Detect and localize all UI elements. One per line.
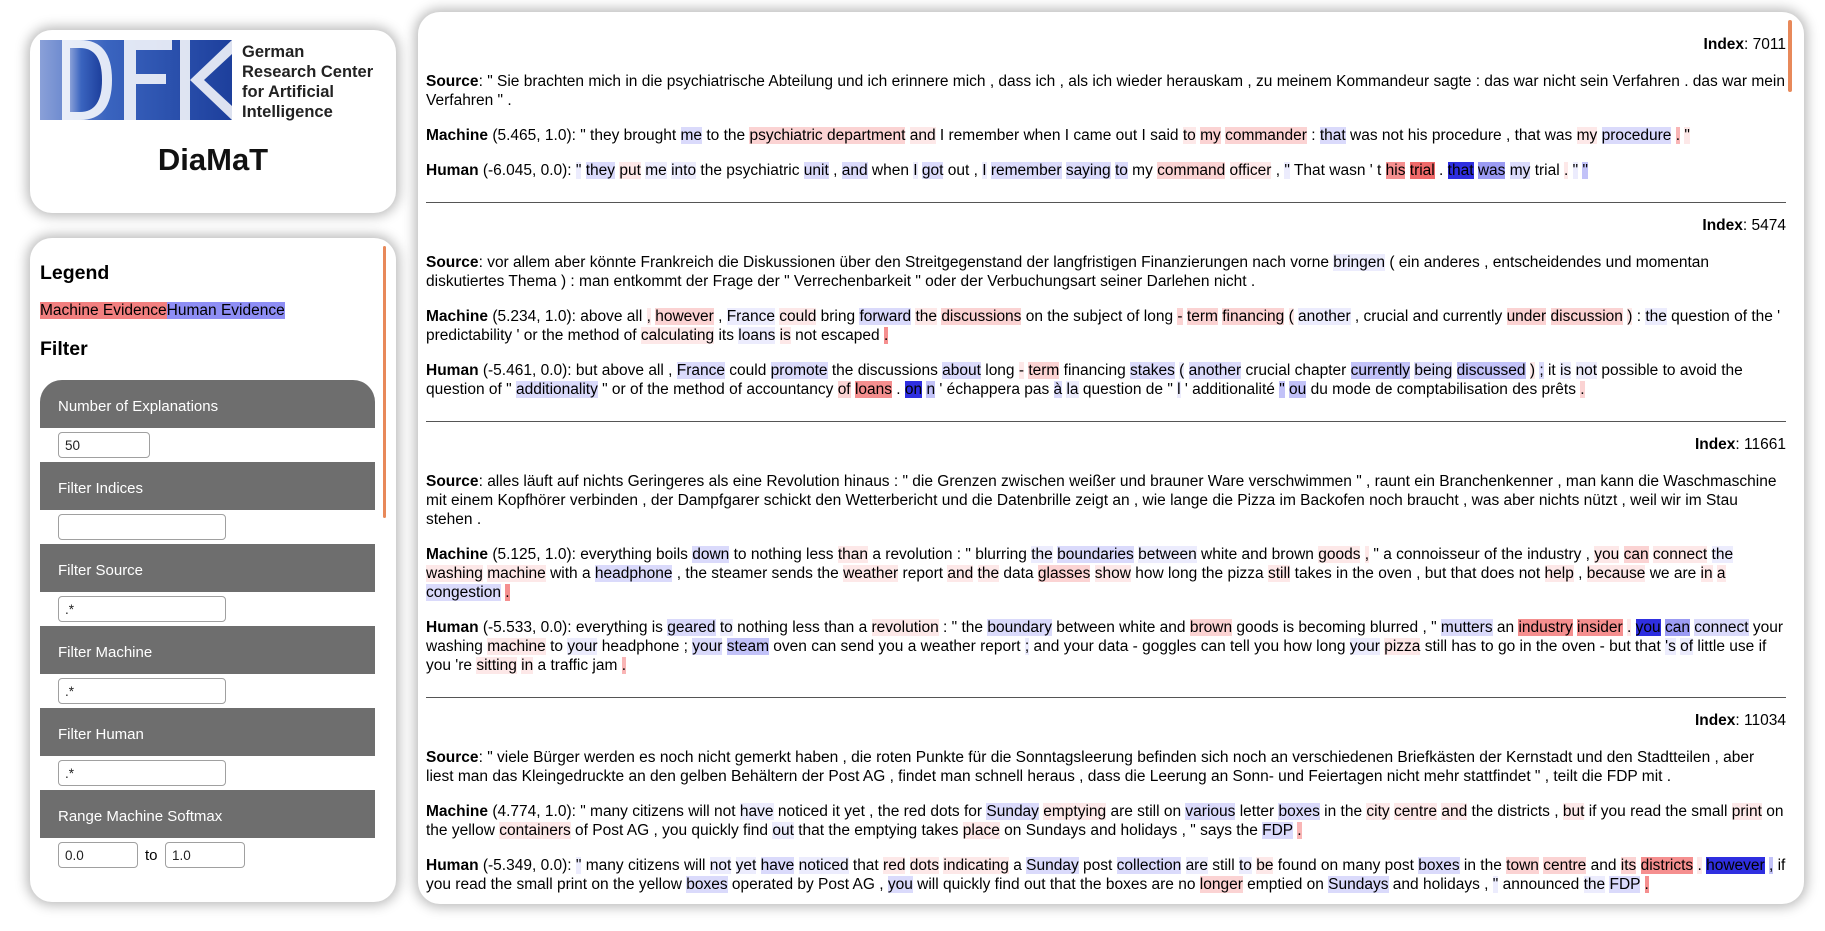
human-evidence-token: headphone (594, 565, 673, 582)
machine-row (426, 307, 1786, 345)
human-evidence-token: you (887, 876, 913, 893)
machine-evidence-token: be (1256, 857, 1274, 874)
filter-body (40, 674, 375, 708)
machine-evidence-token: emptying (1043, 803, 1107, 820)
human-evidence-token: have (760, 857, 795, 874)
human-evidence-token: boundaries (1057, 546, 1134, 563)
machine-evidence-token: put (619, 162, 641, 179)
machine-evidence-token: town (1506, 857, 1539, 874)
row-score: (5.465, 1.0): (492, 127, 576, 144)
machine-evidence-token: . (1697, 857, 1702, 874)
human-evidence-token: have (739, 803, 774, 820)
human-evidence-token: not (1575, 362, 1598, 379)
machine-evidence-token: the (977, 565, 1000, 582)
row-text: " they brought me to the psychiatric department and I remember when I came out I said to my commander : that was not his procedure , that was my procedure . " (580, 127, 1690, 144)
filter-title: Filter (40, 338, 88, 360)
machine-evidence-token: red (883, 857, 906, 874)
filter-header: Filter Source (40, 544, 375, 592)
source-row: Source: " viele Bürger werden es noch nicht gemerkt haben , die roten Punkte für die Sonntagsleerung befinden sich noch an verschiedenen Briefkästen der Kernstadt und den Stadtteilen , aber liest man das Kleingedruckte an den gelben Behältern der Post AG , findet man schnell heraus , dass die Leerung an Sonn- und Feiertagen nicht mehr stattfindet " , teilt die FDP mit . (426, 749, 1755, 785)
legend-human-evidence: Human Evidence (166, 302, 285, 319)
sidebar-panel (30, 238, 396, 902)
machine-evidence-token: my (1576, 127, 1598, 144)
row-label: Human (426, 857, 479, 874)
machine-evidence-token: . (621, 657, 626, 674)
row-score: (-6.045, 0.0): (482, 162, 572, 179)
human-evidence-token: boxes (1418, 857, 1460, 874)
machine-evidence-token: still (1267, 565, 1291, 582)
machine-evidence-token: in (1700, 565, 1713, 582)
row-label: Human (426, 619, 479, 636)
machine-evidence-token: the (915, 308, 937, 325)
source-row: Source: alles läuft auf nichts Geringeres als eine Revolution hinaus : " die Grenzen zwischen weißer und brauner Ware verschwimmen " , raunt ein Branchenkenner , man kann die Waschmaschine mit einem Kopfhörer verbinden , der Dampfgarer schickt den Wetterbericht und die Datenbrille zeigt an , wie lange die Pizza im Backofen noch braucht , was aber nichts nützt , weil wir im Stau stehen . (426, 473, 1777, 528)
machine-evidence-token: can (1623, 546, 1649, 563)
logo-card (30, 30, 396, 213)
source-row: Source: " Sie brachten mich in die psychiatrische Abteilung und ich erinnere mich , dass ich , als ich wieder herauskam , zu meinem Kommandeur sagte : das war nicht sein Verfahren . das war mein Verfahren " . (426, 73, 1785, 109)
machine-evidence-token: weather (843, 565, 899, 582)
row-label: Source (426, 749, 479, 766)
human-evidence-token: to (1114, 162, 1128, 179)
machine-evidence-token: - (1177, 308, 1183, 325)
machine-evidence-token: ) (1529, 362, 1536, 379)
human-row (426, 856, 1786, 894)
row-label: Source (426, 473, 479, 490)
human-evidence-token: the (1583, 876, 1606, 893)
human-evidence-token: the (1711, 546, 1734, 563)
row-label: Human (426, 362, 479, 379)
machine-evidence-token: . (1564, 162, 1569, 179)
filter-input[interactable] (58, 514, 226, 540)
machine-evidence-token: . (1644, 876, 1649, 893)
row-text: " many citizens will not yet have noticed that red dots indicating a Sunday post collection are still to be found on many post boxes in the town centre and its districts . however , if you read the small print on the yellow boxes operated by Post AG , you will quickly find out that the boxes are no longer emptied on Sundays and holidays , " announced the FDP . (426, 857, 1786, 893)
machine-evidence-token: centre (1543, 857, 1587, 874)
machine-evidence-token: " (1684, 127, 1690, 144)
human-evidence-token: " (1279, 381, 1285, 398)
human-evidence-token: collection (1116, 857, 1182, 874)
machine-evidence-token: ) (1627, 308, 1633, 325)
human-evidence-token: of (1680, 638, 1694, 655)
human-evidence-token: they (585, 162, 616, 179)
machine-evidence-token: officer (1229, 162, 1272, 179)
machine-row (426, 802, 1786, 840)
row-text: everything boils down to nothing less than a revolution : " blurring the boundaries between white and brown goods , " a connoisseur of the industry , you can connect the washing machine with a headphone , the steamer sends the weather report and the data glasses show how long the pizza still takes in the oven , but that does not help , because we are in a congestion . (426, 546, 1734, 601)
human-evidence-token: you (1635, 619, 1661, 636)
machine-evidence-token: . (1580, 381, 1585, 398)
human-evidence-token: currently (1350, 362, 1411, 379)
machine-evidence-token: ( (1288, 308, 1294, 325)
row-label: Machine (426, 546, 489, 563)
machine-evidence-token: term (1186, 308, 1218, 325)
machine-evidence-token: insider (1577, 619, 1623, 636)
machine-evidence-token: indicating (943, 857, 1009, 874)
human-evidence-token: between (1138, 546, 1197, 563)
machine-evidence-token: show (1094, 565, 1131, 582)
entry (426, 217, 1786, 422)
machine-evidence-token: his (1385, 162, 1406, 179)
machine-evidence-token: you (1594, 546, 1620, 563)
human-evidence-token: France (676, 362, 725, 379)
human-evidence-token: remember (990, 162, 1062, 179)
human-evidence-token: forward (859, 308, 912, 325)
machine-evidence-token: . (1675, 127, 1681, 144)
human-evidence-token: " (1582, 162, 1588, 179)
machine-evidence-token: but (1562, 803, 1585, 820)
human-evidence-token: down (692, 546, 730, 563)
human-evidence-token: steam (726, 638, 769, 655)
row-score: (-5.461, 0.0): (482, 362, 572, 379)
filter-body (40, 756, 375, 790)
machine-evidence-token: brown (1189, 619, 1233, 636)
entry-index: Index: 7011 (1703, 36, 1786, 53)
index-value: 11661 (1744, 436, 1786, 453)
human-evidence-token: à (1053, 381, 1063, 398)
machine-evidence-token: machine (487, 638, 546, 655)
human-evidence-token: got (921, 162, 944, 179)
filter-list (40, 380, 375, 872)
human-evidence-token: your (692, 638, 723, 655)
machine-evidence-token: psychiatric department (749, 127, 906, 144)
org-name-line: Research Center (242, 63, 374, 81)
range-body (40, 838, 375, 872)
row-score: (4.774, 1.0): (492, 803, 576, 820)
entry-index: Index: 5474 (1702, 217, 1786, 234)
human-evidence-token: " (1492, 876, 1499, 893)
machine-evidence-token: to (1182, 127, 1196, 144)
org-name-line: Intelligence (242, 103, 333, 121)
machine-evidence-token: machine (487, 565, 546, 582)
machine-evidence-token: place (962, 822, 1000, 839)
index-label: Index (1694, 712, 1736, 729)
machine-evidence-token: . (505, 584, 510, 601)
row-label: Machine (426, 308, 489, 325)
human-evidence-token: , (1768, 857, 1774, 874)
index-value: 11034 (1744, 712, 1786, 729)
human-evidence-token: connect (1694, 619, 1749, 636)
machine-evidence-token: however (655, 308, 714, 325)
machine-evidence-token: print (1731, 803, 1762, 820)
row-score: (5.234, 1.0): (492, 308, 576, 325)
machine-evidence-token: trial (1409, 162, 1435, 179)
row-text: " Sie brachten mich in die psychiatrische Abteilung und ich erinnere mich , dass ich , als ich wieder herauskam , zu meinem Kommandeur sagte : das war nicht sein Verfahren . das war mein Verfahren " . (426, 73, 1785, 109)
machine-evidence-token: connect (1652, 546, 1708, 563)
machine-evidence-token: pizza (1384, 638, 1421, 655)
human-evidence-token: ( (1179, 362, 1185, 379)
index-label: Index (1702, 217, 1743, 234)
human-evidence-token: and (841, 162, 868, 179)
human-evidence-token: your (567, 638, 598, 655)
machine-evidence-token: commander (1225, 127, 1307, 144)
machine-evidence-token: in (521, 657, 534, 674)
machine-evidence-token: could (779, 308, 817, 325)
row-label: Machine (426, 127, 489, 144)
machine-evidence-token: washing (426, 565, 483, 582)
machine-evidence-token: centre (1393, 803, 1438, 820)
row-text: above all , however , France could bring forward the discussions on the subject of long - term financing ( another , crucial and currently under discussion ) : the question of the ' predictability ' or the method of calculating its loans is not escaped . (426, 308, 1781, 344)
machine-evidence-token: calculating (640, 327, 715, 344)
human-evidence-token: geared (667, 619, 716, 636)
human-evidence-token: out (772, 822, 794, 839)
row-label: Human (426, 162, 479, 179)
entry-list (426, 36, 1786, 904)
filter-input[interactable] (58, 760, 226, 786)
row-score: (-5.533, 0.0): (482, 619, 572, 636)
row-label: Source (426, 254, 479, 271)
human-evidence-token: is (1560, 362, 1572, 379)
human-evidence-token: ou (1289, 381, 1307, 398)
human-evidence-token: being (1414, 362, 1453, 379)
human-evidence-token: boxes (686, 876, 728, 893)
range-header: Range Machine Softmax (40, 790, 375, 838)
human-evidence-token: procedure (1601, 127, 1672, 144)
human-evidence-token: your (1349, 638, 1380, 655)
human-evidence-token: la (1066, 381, 1079, 398)
human-evidence-token: the (1645, 308, 1667, 325)
human-row (426, 161, 1786, 180)
machine-evidence-token: and (1441, 803, 1468, 820)
human-evidence-token: to (1238, 857, 1252, 874)
machine-evidence-token: revolution (871, 619, 939, 636)
range-from-input[interactable] (58, 842, 138, 868)
human-row (426, 618, 1786, 675)
machine-evidence-token: and (909, 127, 936, 144)
human-evidence-token: l (1177, 381, 1181, 398)
machine-evidence-token: city (1366, 803, 1390, 820)
human-evidence-token: FDP (1609, 876, 1641, 893)
source-row: Source: vor allem aber könnte Frankreich die Diskussionen über den Streitgegenstand der langfristigen Finanzierungen nach vorne bringen ( ein anderes , entscheidendes und momentan diskutiertes Thema ) : man entkommt der Frage der " Verrechenbarkeit " oder der Verbuchungsart seiner Darlehen nicht . (426, 254, 1710, 290)
machine-evidence-token: discussion (1550, 308, 1623, 325)
human-evidence-token: " (575, 162, 582, 179)
machine-evidence-token: under (1506, 308, 1547, 325)
org-name-line: for Artificial (242, 83, 334, 101)
row-label: Machine (426, 803, 489, 820)
human-evidence-token: bringen (1333, 254, 1386, 271)
machine-evidence-token: than (837, 546, 869, 563)
machine-evidence-token: goods (1318, 546, 1361, 563)
human-evidence-token: to (719, 619, 733, 636)
human-evidence-token: unit (803, 162, 829, 179)
filter-body (40, 510, 375, 544)
human-evidence-token: me (680, 127, 703, 144)
sidebar-scrollbar[interactable] (383, 246, 386, 518)
human-evidence-token: 's (1665, 638, 1676, 655)
machine-evidence-token: . (1627, 619, 1632, 636)
machine-evidence-token: financing (1222, 308, 1285, 325)
machine-evidence-token: . (1297, 822, 1302, 839)
row-score: (-5.349, 0.0): (482, 857, 572, 874)
machine-evidence-token: longer (1199, 876, 1243, 893)
human-evidence-token: Sunday (1026, 857, 1079, 874)
org-name (242, 42, 392, 122)
human-evidence-token: saying (1065, 162, 1111, 179)
machine-evidence-token: sitting (476, 657, 517, 674)
human-evidence-token: that (1447, 162, 1474, 179)
row-text: vor allem aber könnte Frankreich die Diskussionen über den Streitgegenstand der langfristigen Finanzierungen nach vorne bringen ( ein anderes , entscheidendes und momentan diskutiertes Thema ) : man entkommt der Frage der " Verrechenbarkeit " oder der Verbuchungsart seiner Darlehen nicht . (426, 254, 1710, 290)
human-evidence-token: discussed (1456, 362, 1526, 379)
filter-input[interactable] (58, 678, 226, 704)
human-evidence-token: Sunday (986, 803, 1039, 820)
machine-evidence-token: help (1544, 565, 1574, 582)
org-name-line: German (242, 43, 305, 61)
index-value: 7011 (1752, 36, 1786, 53)
entry-index: Index: 11661 (1694, 436, 1786, 453)
machine-evidence-token: because (1586, 565, 1646, 582)
machine-evidence-token: glasses (1037, 565, 1091, 582)
explanations-panel (418, 12, 1804, 904)
filter-header: Filter Human (40, 708, 375, 756)
human-evidence-token: the (1031, 546, 1053, 563)
human-evidence-token: me (645, 162, 667, 179)
machine-evidence-token: and (947, 565, 974, 582)
human-evidence-token: " (1572, 162, 1579, 179)
human-evidence-token: " (575, 857, 582, 874)
human-evidence-token: on (904, 381, 923, 398)
machine-row (426, 126, 1786, 145)
row-text: " many citizens will not have noticed it yet , the red dots for Sunday emptying are still on various letter boxes in the city centre and the districts , but if you read the small print on the yellow containers of Post AG , you quickly find out that the emptying takes place on Sundays and holidays , " says the FDP . (426, 803, 1784, 839)
legend-row (40, 302, 285, 320)
index-label: Index (1694, 436, 1736, 453)
machine-evidence-token: , (646, 308, 651, 325)
human-evidence-token: n (926, 381, 936, 398)
human-evidence-token: into (671, 162, 697, 179)
index-label: Index (1703, 36, 1745, 53)
human-evidence-token: noticed (798, 857, 849, 874)
machine-evidence-token: discussions (941, 308, 1022, 325)
human-evidence-token: about (942, 362, 981, 379)
entry (426, 436, 1786, 698)
machine-evidence-token: its (1620, 857, 1637, 874)
machine-evidence-token: , (1364, 546, 1370, 563)
index-value: 5474 (1751, 217, 1786, 234)
legend-title: Legend (40, 262, 110, 284)
row-score: (5.125, 1.0): (492, 546, 576, 563)
row-text: but above all , France could promote the discussions about long - term financing stakes ( another crucial chapter currently being discussed ) ; it is not possible to avoid the question of " additionality " or of the method of accountancy of loans . on n ' échappera pas à la question de " l ' additionalité " ou du mode de comptabilisation des prêts . (426, 362, 1743, 398)
machine-evidence-token: is (779, 327, 791, 344)
machine-evidence-token: of (837, 381, 851, 398)
row-label: Source (426, 73, 479, 90)
machine-evidence-token: term (1028, 362, 1060, 379)
filter-input[interactable] (58, 596, 226, 622)
entry (426, 36, 1786, 203)
machine-evidence-token: industry (1518, 619, 1573, 636)
machine-evidence-token: loans (854, 381, 892, 398)
human-evidence-token: that (1319, 127, 1346, 144)
human-evidence-token: boxes (1278, 803, 1320, 820)
human-evidence-token: " (1284, 162, 1290, 179)
human-evidence-token: another (1188, 362, 1242, 379)
filter-header: Filter Machine (40, 626, 375, 674)
human-evidence-token: can (1664, 619, 1690, 636)
filter-header: Number of Explanations (40, 380, 375, 428)
filter-header: Filter Indices (40, 462, 375, 510)
machine-evidence-token: a (1716, 565, 1726, 582)
human-evidence-token: ; (1539, 362, 1544, 379)
range-to-input[interactable] (165, 842, 245, 868)
human-evidence-token: not (709, 857, 732, 874)
row-text: " viele Bürger werden es noch nicht gemerkt haben , die roten Punkte für die Sonntagsleerung befinden sich noch an verschiedenen Briefkästen der Kernstadt und den Stadtteilen , aber liest man das Kleingedruckte an den gelben Behältern der Post AG , findet man schnell heraus , dass die Leerung an Sonn- und Feiertagen nicht mehr stattfindet " , teilt die FDP mit . (426, 749, 1755, 785)
human-evidence-token: loans (738, 327, 776, 344)
human-evidence-token: however (1706, 857, 1765, 874)
human-evidence-token: I (913, 162, 918, 179)
filter-body (40, 592, 375, 626)
row-text: alles läuft auf nichts Geringeres als eine Revolution hinaus : " die Grenzen zwischen weißer und brauner Ware verschwimmen " , raunt ein Branchenkenner , man kann die Waschmaschine mit einem Kopfhörer verbinden , der Dampfgarer schickt den Wetterbericht und die Datenbrille zeigt an , wie lange die Pizza im Backofen noch braucht , was aber nichts nützt , weil wir im Stau stehen . (426, 473, 1777, 528)
machine-evidence-token: . (883, 327, 889, 344)
machine-row (426, 545, 1786, 602)
human-evidence-token: FDP (1262, 822, 1293, 839)
row-text: " they put me into the psychiatric unit , and when I got out , I remember saying to my command officer , " That wasn ' t his trial . that was my trial . " " (575, 162, 1588, 179)
entry-index: Index: 11034 (1694, 712, 1786, 729)
human-evidence-token: promote (770, 362, 828, 379)
machine-evidence-token: dots (909, 857, 940, 874)
human-evidence-token: additionality (515, 381, 598, 398)
filter-input[interactable] (58, 432, 150, 458)
range-to-label: to (145, 847, 158, 864)
human-evidence-token: boundary (987, 619, 1052, 636)
human-row (426, 361, 1786, 399)
human-evidence-token: ; (1024, 638, 1030, 655)
machine-evidence-token: my (1200, 127, 1221, 144)
machine-evidence-token: containers (499, 822, 571, 839)
human-evidence-token: Sundays (1328, 876, 1389, 893)
human-evidence-token: another (1298, 308, 1351, 325)
human-evidence-token: yet (735, 857, 757, 874)
legend-machine-evidence: Machine Evidence (40, 302, 167, 319)
human-evidence-token: are (1185, 857, 1208, 874)
row-text: everything is geared to nothing less than a revolution : " the boundary between white and brown goods is becoming blurred , " mutters an industry insider . you can connect your washing machine to your headphone ; your steam oven can send you a weather report ; and your data - goggles can tell you how long your pizza still has to go in the oven - but that 's of little use if you 're sitting in a traffic jam . (426, 619, 1784, 674)
filter-body (40, 428, 375, 462)
machine-evidence-token: - (1018, 362, 1025, 379)
human-evidence-token: congestion (426, 584, 501, 601)
machine-evidence-token: districts (1640, 857, 1694, 874)
dfki-logo-icon (40, 40, 232, 120)
entry (426, 712, 1786, 904)
human-evidence-token: France (726, 308, 775, 325)
human-evidence-token: mutters (1440, 619, 1493, 636)
human-evidence-token: my (1509, 162, 1531, 179)
main-scrollbar[interactable] (1788, 20, 1792, 92)
human-evidence-token: stakes (1130, 362, 1175, 379)
human-evidence-token: was (1477, 162, 1506, 179)
app-title: DiaMaT (157, 142, 269, 177)
machine-evidence-token: command (1157, 162, 1226, 179)
human-evidence-token: various (1185, 803, 1236, 820)
human-evidence-token: I (982, 162, 987, 179)
